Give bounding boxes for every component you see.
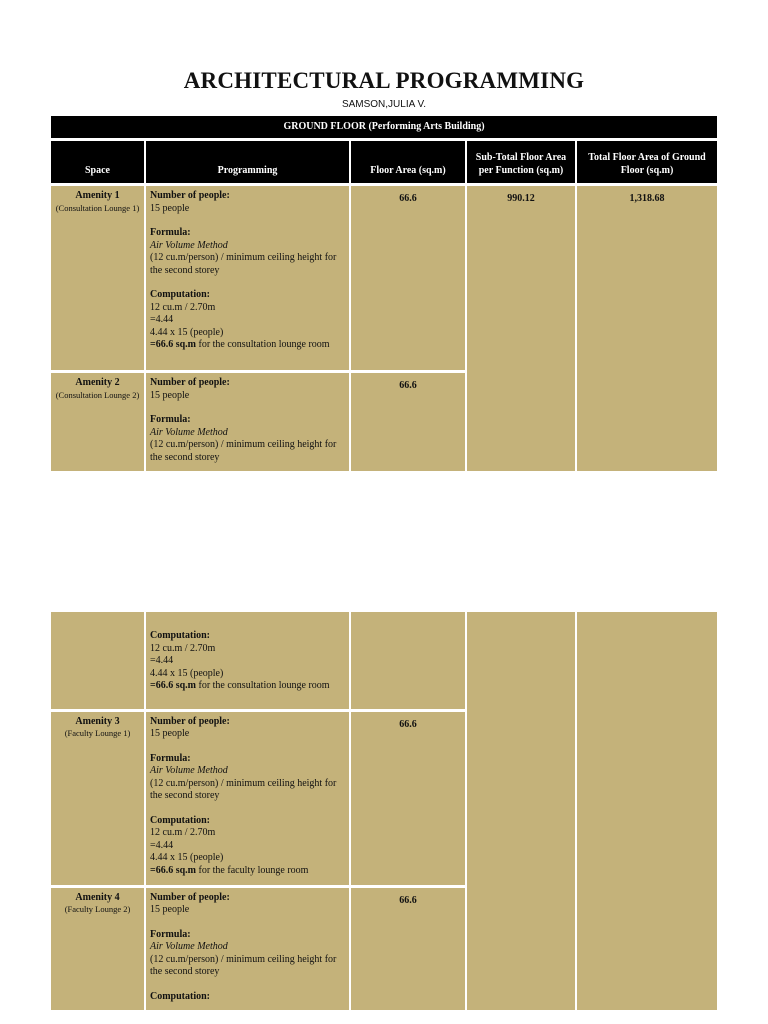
- author-name: SAMSON,JULIA V.: [341, 99, 427, 110]
- table-row: [51, 612, 717, 710]
- people-label: Number of people:: [150, 891, 230, 903]
- space-cell: [51, 372, 145, 471]
- programming-cell: [145, 185, 350, 372]
- total-value: 1,318.68: [576, 185, 717, 471]
- formula-text: (12 cu.m/person) / minimum ceiling height for the second storey: [150, 777, 337, 801]
- computation-line-2: =4.44: [150, 314, 174, 325]
- result-value: =66.6 sq.m: [150, 339, 196, 350]
- space-subtitle: (Consultation Lounge 2): [55, 389, 140, 400]
- floor-area-value: 66.6: [350, 185, 466, 372]
- programming-cell: [145, 886, 350, 1010]
- computation-label: Computation:: [150, 630, 211, 641]
- computation-line-2: =4.44: [150, 655, 174, 666]
- space-cell: [51, 612, 145, 710]
- space-name: Amenity 3: [75, 715, 120, 727]
- computation-line-1: 12 cu.m / 2.70m: [150, 642, 216, 654]
- result-description: for the consultation lounge room: [195, 680, 330, 691]
- programming-cell: [145, 612, 350, 710]
- formula-method: Air Volume Method: [150, 426, 228, 438]
- formula-label: Formula:: [150, 928, 191, 940]
- space-name: Amenity 4: [75, 891, 120, 903]
- space-cell: [51, 710, 145, 886]
- formula-label: Formula:: [150, 752, 191, 764]
- table-row: [51, 185, 717, 372]
- total-cell: [576, 612, 717, 1010]
- people-count: 15 people: [150, 389, 190, 401]
- space-subtitle: (Faculty Lounge 1): [64, 728, 131, 738]
- formula-method: Air Volume Method: [150, 239, 228, 251]
- table-banner: GROUND FLOOR (Performing Arts Building): [51, 116, 717, 140]
- programming-cell: [145, 372, 350, 471]
- floor-area-value: 66.6: [350, 372, 466, 471]
- people-label: Number of people:: [150, 190, 230, 201]
- formula-method: Air Volume Method: [150, 765, 228, 776]
- people-count: 15 people: [150, 202, 190, 214]
- computation-line-2: =4.44: [150, 839, 174, 851]
- people-label: Number of people:: [150, 377, 230, 388]
- computation-line-3: 4.44 x 15 (people): [150, 852, 224, 863]
- formula-text: (12 cu.m/person) / minimum ceiling height for the second storey: [150, 953, 337, 977]
- formula-method: Air Volume Method: [150, 941, 228, 952]
- computation-label: Computation:: [150, 990, 211, 1002]
- programming-table-part-1: [51, 116, 717, 471]
- computation-line-3: 4.44 x 15 (people): [150, 667, 224, 679]
- header-subtotal: Sub-Total Floor Area per Function (sq.m): [466, 140, 576, 185]
- space-subtitle: (Faculty Lounge 2): [64, 904, 131, 914]
- computation-line-1: 12 cu.m / 2.70m: [150, 827, 216, 838]
- floor-area-cell: [350, 612, 466, 710]
- header-floor-area: Floor Area (sq.m): [350, 140, 466, 185]
- result-value: =66.6 sq.m: [150, 680, 196, 691]
- formula-text: (12 cu.m/person) / minimum ceiling height for the second storey: [150, 439, 337, 463]
- result-value: =66.6 sq.m: [150, 864, 196, 876]
- floor-area-value: 66.6: [350, 886, 466, 1010]
- space-name: Amenity 1: [75, 190, 120, 201]
- space-name: Amenity 2: [75, 377, 120, 388]
- computation-result: [150, 339, 345, 352]
- space-cell: [51, 886, 145, 1010]
- header-programming: Programming: [145, 140, 350, 185]
- floor-area-value: 66.6: [350, 710, 466, 886]
- result-description: for the consultation lounge room: [195, 339, 330, 350]
- formula-label: Formula:: [150, 227, 191, 238]
- computation-label: Computation:: [150, 814, 211, 826]
- formula-text: (12 cu.m/person) / minimum ceiling height for the second storey: [150, 252, 337, 276]
- people-count: 15 people: [150, 904, 190, 915]
- header-space: Space: [51, 140, 145, 185]
- computation-result: [150, 680, 345, 693]
- programming-cell: [145, 710, 350, 886]
- space-subtitle: (Consultation Lounge 1): [55, 202, 140, 213]
- computation-line-3: 4.44 x 15 (people): [150, 326, 224, 338]
- header-total: Total Floor Area of Ground Floor (sq.m): [576, 140, 717, 185]
- people-count: 15 people: [150, 728, 190, 739]
- space-cell: [51, 185, 145, 372]
- computation-label: Computation:: [150, 289, 211, 300]
- subtotal-value: 990.12: [466, 185, 576, 471]
- computation-result: [150, 865, 345, 878]
- subtotal-cell: [466, 612, 576, 1010]
- formula-label: Formula:: [150, 414, 191, 425]
- programming-table-part-2: [51, 612, 717, 1010]
- people-label: Number of people:: [150, 715, 230, 727]
- document-title: ARCHITECTURAL PROGRAMMING: [183, 68, 585, 93]
- result-description: for the faculty lounge room: [195, 864, 309, 876]
- computation-line-1: 12 cu.m / 2.70m: [150, 301, 216, 313]
